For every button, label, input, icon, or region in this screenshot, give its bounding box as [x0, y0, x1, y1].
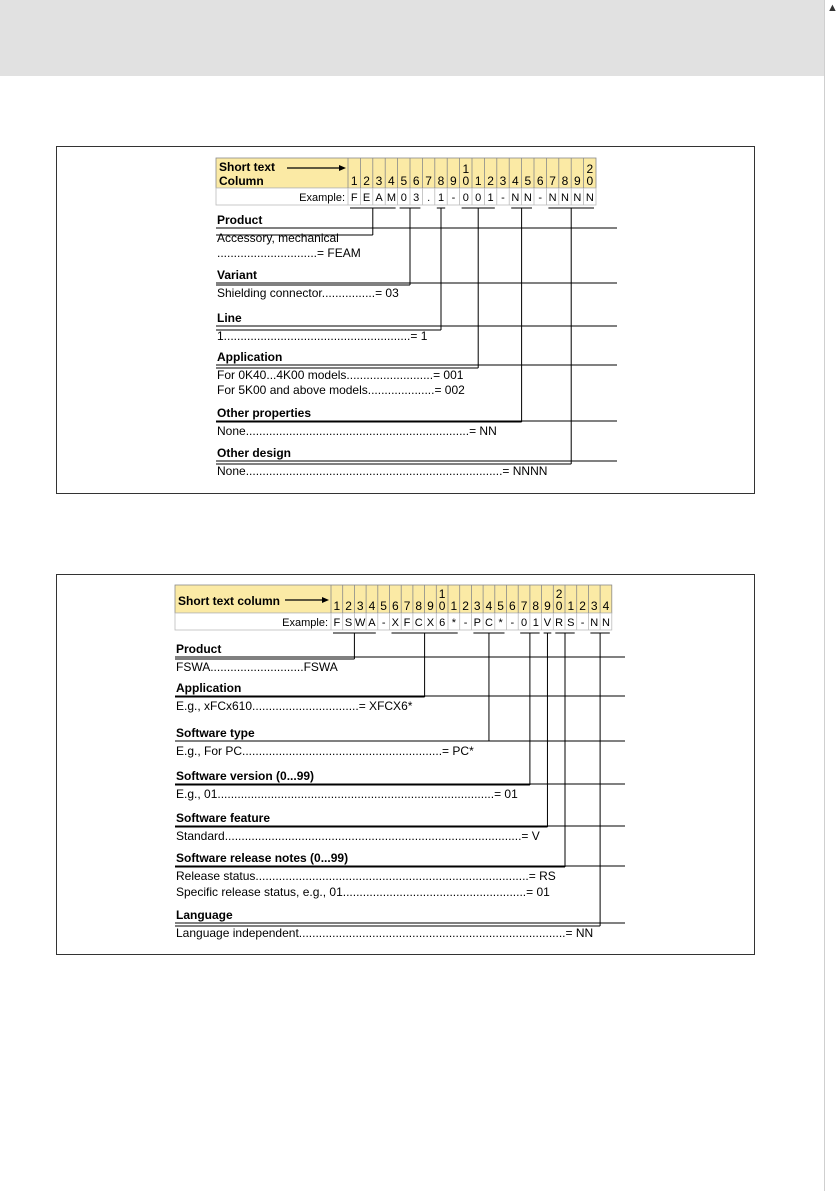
column-number: 2 — [579, 599, 586, 613]
section-line: Language independent................................................................................= NN — [176, 926, 594, 940]
example-character: F — [403, 617, 411, 629]
column-number-tens: 1 — [462, 162, 470, 176]
section-title: Application — [217, 350, 283, 364]
column-number: 2 — [487, 174, 494, 188]
section-line: ..............................= FEAM — [217, 246, 361, 260]
example-character: 3 — [413, 192, 420, 204]
example-character: W — [355, 617, 366, 629]
example-character: 0 — [520, 617, 528, 629]
section-title: Software release notes (0...99) — [176, 851, 349, 865]
example-character: 1 — [532, 617, 539, 629]
example-character: 1 — [487, 192, 494, 204]
section-line: Standard.........................................................................................= V — [176, 829, 540, 843]
section-line: None.............................................................................= NNNN — [217, 464, 548, 478]
column-number: 2 — [462, 599, 469, 613]
page-header-band — [0, 0, 824, 76]
column-number: 1 — [567, 599, 575, 613]
column-number-tens: 2 — [555, 587, 563, 601]
column-number: 3 — [499, 174, 507, 188]
section-title: Product — [176, 642, 222, 656]
type-code-panel-feam — [56, 146, 755, 494]
example-character: 0 — [462, 192, 469, 204]
section-title: Variant — [217, 268, 258, 282]
section-line: Accessory, mechanical — [217, 231, 339, 245]
example-character: N — [590, 617, 599, 629]
example-character: - — [580, 617, 585, 629]
column-number-tens: 2 — [586, 162, 594, 176]
column-number: 3 — [473, 599, 481, 613]
section-line: FSWA............................FSWA — [176, 660, 338, 674]
section-title: Software type — [176, 726, 255, 740]
short-text-label: Short text column — [178, 594, 281, 608]
example-character: R — [555, 617, 564, 629]
column-number: 4 — [485, 599, 493, 613]
column-number-tens: 1 — [438, 587, 446, 601]
example-character: - — [501, 192, 505, 204]
short-text-label: Short text — [219, 160, 276, 174]
column-number: 6 — [536, 174, 544, 188]
example-character: A — [368, 617, 376, 629]
example-character: N — [573, 192, 582, 204]
example-character: - — [538, 192, 543, 204]
section-title: Line — [217, 311, 242, 325]
section-line: None...................................................................= NN — [217, 424, 497, 438]
section-line: For 0K40...4K00 models..........................= 001 — [217, 368, 464, 382]
example-character: N — [511, 192, 520, 204]
column-number: 7 — [425, 174, 432, 188]
example-label: Example: — [299, 192, 345, 204]
example-character: * — [451, 617, 456, 629]
example-character: X — [426, 617, 435, 629]
example-character: A — [375, 192, 383, 204]
column-number: 4 — [388, 174, 395, 188]
example-character: N — [585, 192, 594, 204]
example-character: N — [561, 192, 569, 204]
example-character: M — [386, 192, 396, 204]
example-character: S — [344, 617, 353, 629]
section-title: Application — [176, 681, 242, 695]
example-character: - — [381, 617, 386, 629]
section-line: 1........................................................= 1 — [217, 329, 428, 343]
section-title: Software version (0...99) — [176, 769, 315, 783]
example-character: E — [362, 192, 371, 204]
example-character: 1 — [437, 192, 445, 204]
section-line: E.g., xFCx610................................= XFCX6* — [176, 699, 413, 713]
example-character: 6 — [439, 617, 446, 629]
type-code-diagram-fswa — [57, 575, 754, 954]
column-number: 6 — [509, 599, 516, 613]
column-number: 1 — [350, 174, 358, 188]
example-character: - — [510, 617, 515, 629]
example-character: - — [463, 617, 468, 629]
column-number: 8 — [532, 599, 540, 613]
example-character: C — [484, 617, 493, 629]
section-title: Other properties — [217, 406, 312, 420]
column-number: 1 — [474, 174, 482, 188]
column-number: 9 — [427, 599, 434, 613]
section-title: Language — [176, 908, 233, 922]
column-number: 7 — [403, 599, 411, 613]
column-number: 0 — [586, 174, 594, 188]
column-number: 7 — [520, 599, 528, 613]
type-code-diagram-feam — [57, 147, 754, 493]
column-number: 8 — [437, 174, 445, 188]
example-character: N — [601, 617, 610, 629]
section-line: Release status..................................................................................= RS — [176, 869, 556, 883]
example-character: 0 — [400, 192, 407, 204]
section-title: Software feature — [176, 811, 271, 825]
section-line: For 5K00 and above models....................= 002 — [217, 383, 465, 397]
column-number: 9 — [544, 599, 551, 613]
column-number: 6 — [392, 599, 399, 613]
example-character: F — [333, 617, 341, 629]
column-number: 9 — [450, 174, 457, 188]
scroll-up-arrow-icon[interactable]: ▲ — [827, 2, 838, 14]
example-character: F — [350, 192, 358, 204]
column-number: 3 — [590, 599, 598, 613]
column-number: 5 — [524, 174, 532, 188]
column-number: 8 — [415, 599, 423, 613]
column-number: 5 — [400, 174, 408, 188]
column-number: 2 — [345, 599, 352, 613]
column-number: 3 — [356, 599, 364, 613]
column-number: 8 — [561, 174, 569, 188]
column-number: 4 — [368, 599, 376, 613]
example-character: N — [548, 192, 557, 204]
section-line: E.g., For PC............................................................= PC* — [176, 744, 474, 758]
example-character: S — [567, 617, 575, 629]
example-character: V — [543, 617, 552, 629]
section-title: Other design — [217, 446, 292, 460]
column-number: 2 — [363, 174, 370, 188]
column-label: Column — [219, 174, 264, 188]
column-number: 4 — [512, 174, 519, 188]
column-number: 1 — [450, 599, 458, 613]
type-code-panel-fswa — [56, 574, 755, 955]
section-line: E.g., 01...................................................................................= 01 — [176, 787, 518, 801]
column-number: 5 — [380, 599, 387, 613]
column-number: 6 — [412, 174, 420, 188]
example-label: Example: — [282, 617, 328, 629]
column-number: 9 — [574, 174, 581, 188]
column-number: 0 — [438, 599, 446, 613]
section-line: Specific release status, e.g., 01.......................................................= 01 — [176, 885, 550, 899]
example-character: N — [523, 192, 532, 204]
column-number: 4 — [602, 599, 610, 613]
column-number: 3 — [375, 174, 383, 188]
vertical-scrollbar[interactable] — [824, 0, 839, 1191]
example-character: . — [427, 192, 431, 204]
example-character: P — [473, 617, 481, 629]
column-number: 0 — [555, 599, 563, 613]
column-number: 5 — [497, 599, 504, 613]
section-line: Shielding connector................= 03 — [217, 286, 399, 300]
example-character: C — [414, 617, 423, 629]
example-character: * — [498, 617, 503, 629]
column-number: 0 — [462, 174, 470, 188]
section-title: Product — [217, 213, 263, 227]
column-number: 7 — [549, 174, 556, 188]
example-character: X — [391, 617, 400, 629]
example-character: - — [451, 192, 456, 204]
column-number: 1 — [333, 599, 341, 613]
example-character: 0 — [475, 192, 482, 204]
